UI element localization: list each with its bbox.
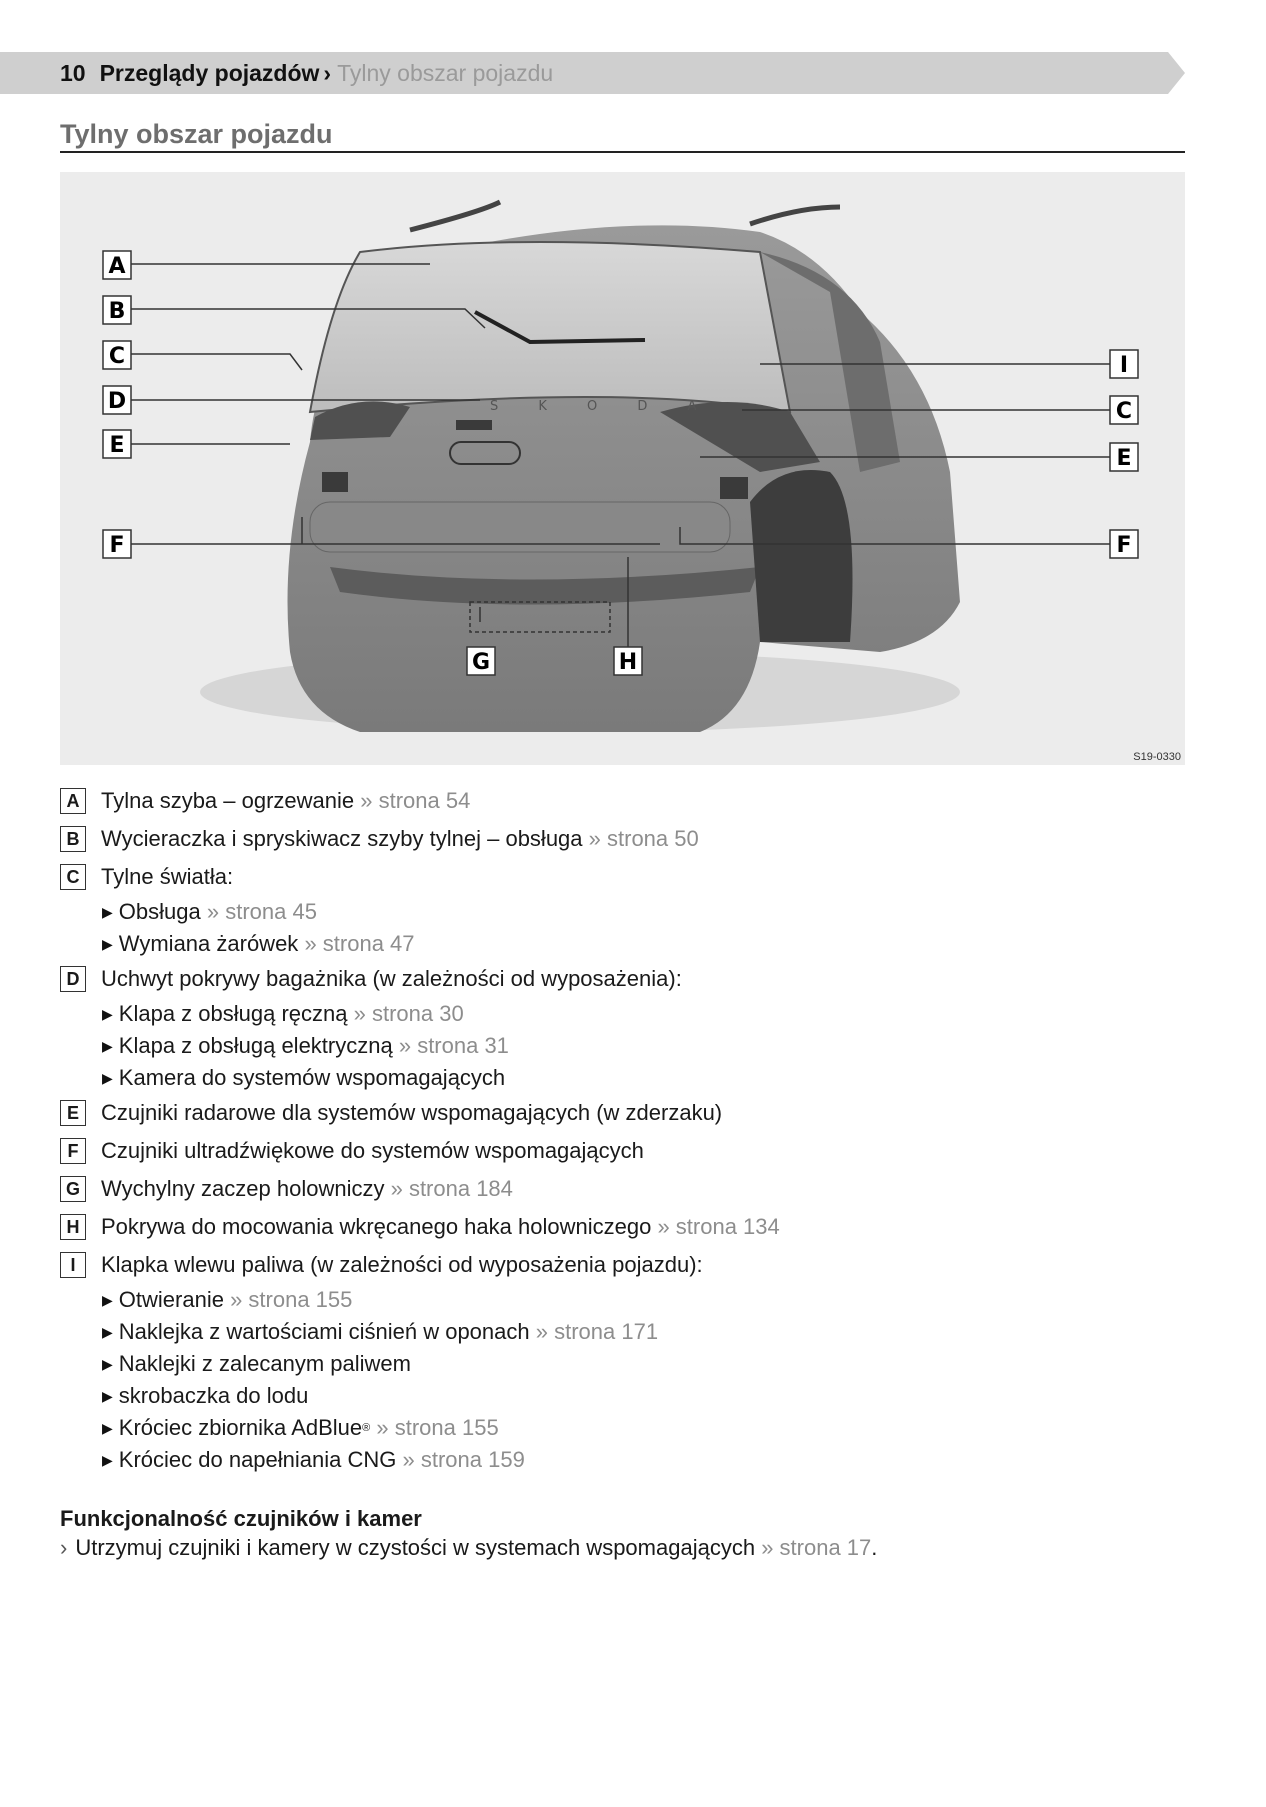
page-ref-link[interactable]: » strona 17 (761, 1535, 872, 1560)
callout-H: H (618, 650, 638, 675)
legend-text: Uchwyt pokrywy bagażnika (w zależności od wyposażenia): (101, 966, 682, 991)
legend-text: Czujniki radarowe dla systemów wspomagających (w zderzaku) (101, 1100, 723, 1125)
bullet-triangle-icon: ▶ (102, 903, 113, 920)
legend-badge: E (60, 1100, 86, 1126)
page-ref-link[interactable]: » strona 155 (376, 1415, 499, 1440)
page-ref-link[interactable]: » strona 134 (657, 1214, 780, 1239)
rear-window (310, 242, 790, 412)
legend-text: Tylna szyba – ogrzewanie (101, 788, 355, 813)
legend-subitem (102, 1316, 1185, 1348)
page-ref-link[interactable]: » strona 54 (360, 788, 471, 813)
page-ref-link[interactable]: » strona 159 (402, 1447, 525, 1472)
page-ref-link[interactable]: » strona 30 (353, 1001, 464, 1026)
subitem-text: Obsługa (118, 899, 201, 924)
legend-text: Pokrywa do mocowania wkręcanego haka holowniczego (101, 1214, 652, 1239)
roof-rail-left (410, 202, 500, 230)
subitem-text: Klapa z obsługą elektryczną (118, 1033, 393, 1058)
legend-item-E (60, 1094, 1185, 1132)
legend-subitem (102, 1348, 1185, 1380)
legend-subitem (102, 1380, 1185, 1412)
legend-badge: A (60, 788, 86, 814)
bullet-triangle-icon: ▶ (102, 1419, 113, 1436)
radar-right (720, 477, 748, 499)
section-text: Utrzymuj czujniki i kamery w czystości w systemach wspomagających (75, 1535, 756, 1560)
radar-left (322, 472, 348, 492)
subitem-text: Króciec zbiornika AdBlue (118, 1415, 363, 1440)
legend-text: Czujniki ultradźwiękowe do systemów wspomagających (101, 1138, 644, 1163)
page-ref-link[interactable]: » strona 47 (304, 931, 415, 956)
legend-item-F (60, 1132, 1185, 1170)
callout-C-right: C (1115, 399, 1133, 424)
legend-badge: B (60, 826, 86, 852)
bullet-triangle-icon: ▶ (102, 1323, 113, 1340)
callout-B: B (108, 299, 126, 324)
trunk-handle (456, 420, 492, 430)
bullet-triangle-icon: ▶ (102, 1037, 113, 1054)
subitem-text: Kamera do systemów wspomagających (118, 1065, 506, 1090)
legend-text: Klapka wlewu paliwa (w zależności od wyposażenia pojazdu): (101, 1252, 703, 1277)
legend-badge: C (60, 864, 86, 890)
callout-D: D (107, 389, 127, 414)
title-divider (60, 151, 1185, 153)
breadcrumb-section[interactable]: Przeglądy pojazdów (99, 60, 320, 86)
page-number: 10 (60, 60, 86, 86)
bullet-triangle-icon: ▶ (102, 1291, 113, 1308)
legend-item-C (60, 858, 1185, 960)
subitem-text: Wymiana żarówek (118, 931, 299, 956)
callout-A: A (108, 254, 126, 279)
subitem-text: Otwieranie (118, 1287, 224, 1312)
bullet-triangle-icon: ▶ (102, 1451, 113, 1468)
legend-subitem (102, 928, 1185, 960)
callout-F-right: F (1116, 533, 1132, 558)
roof-rail-right (750, 207, 840, 224)
legend-item-D (60, 960, 1185, 1094)
legend-subitem (102, 998, 1185, 1030)
bullet-triangle-icon: ▶ (102, 1005, 113, 1022)
section-end: . (871, 1535, 878, 1560)
page-ref-link[interactable]: » strona 155 (230, 1287, 353, 1312)
legend-item-H (60, 1208, 1185, 1246)
legend-badge: D (60, 966, 86, 992)
callout-E-right: E (1116, 446, 1132, 471)
legend-text: Wychylny zaczep holowniczy (101, 1176, 385, 1201)
brand-lettering: S K O D A (490, 399, 715, 414)
legend-item-A (60, 782, 1185, 820)
legend-text: Tylne światła: (101, 864, 234, 889)
legend-item-B (60, 820, 1185, 858)
legend-badge: H (60, 1214, 86, 1240)
bullet-triangle-icon: ▶ (102, 1069, 113, 1086)
bullet-triangle-icon: ▶ (102, 1355, 113, 1372)
subitem-text: skrobaczka do lodu (118, 1383, 309, 1408)
section-instruction (60, 1533, 877, 1563)
legend-subitem (102, 1444, 1185, 1476)
legend-subitem (102, 896, 1185, 928)
legend-subitem (102, 1030, 1185, 1062)
breadcrumb-separator: › (323, 60, 332, 86)
section-heading: Funkcjonalność czujników i kamer (60, 1506, 422, 1531)
page-ref-link[interactable]: » strona 45 (206, 899, 317, 924)
bullet-triangle-icon: ▶ (102, 1387, 113, 1404)
bullet-triangle-icon: ▶ (102, 935, 113, 952)
callout-I: I (1119, 353, 1129, 378)
subitem-text: Króciec do napełniania CNG (118, 1447, 397, 1472)
chevron-right-icon: › (60, 1535, 68, 1560)
sensors-section (60, 1505, 877, 1563)
page-ref-link[interactable]: » strona 50 (588, 826, 699, 851)
callout-F-left: F (109, 533, 125, 558)
legend-subitem (102, 1062, 1185, 1094)
rear-wheel (750, 470, 853, 642)
breadcrumb (60, 59, 553, 87)
legend-item-I (60, 1246, 1185, 1476)
legend-text: Wycieraczka i spryskiwacz szyby tylnej – obsługa (101, 826, 583, 851)
callout-E-left: E (109, 433, 125, 458)
line-C-left (130, 354, 302, 370)
callout-C-left: C (108, 344, 126, 369)
subitem-text: Klapa z obsługą ręczną (118, 1001, 348, 1026)
legend-subitem (102, 1284, 1185, 1316)
page-ref-link[interactable]: » strona 184 (390, 1176, 513, 1201)
legend-item-G (60, 1170, 1185, 1208)
page-ref-link[interactable]: » strona 31 (398, 1033, 509, 1058)
page-ref-link[interactable]: » strona 171 (535, 1319, 659, 1344)
legend-list (60, 782, 1185, 1476)
car-rear-figure (60, 172, 1185, 765)
car-rear-illustration (60, 172, 1185, 765)
subitem-text: Naklejki z zalecanym paliwem (118, 1351, 411, 1376)
legend-badge: G (60, 1176, 86, 1202)
callout-G: G (471, 650, 491, 675)
legend-badge: I (60, 1252, 86, 1278)
page-title: Tylny obszar pojazdu (60, 119, 333, 149)
registered-mark: ® (362, 1422, 371, 1434)
subitem-text: Naklejka z wartościami ciśnień w oponach (118, 1319, 530, 1344)
legend-subitem (102, 1412, 1185, 1444)
breadcrumb-current: Tylny obszar pojazdu (337, 60, 554, 86)
legend-badge: F (60, 1138, 86, 1164)
figure-code: S19-0330 (1133, 751, 1181, 763)
